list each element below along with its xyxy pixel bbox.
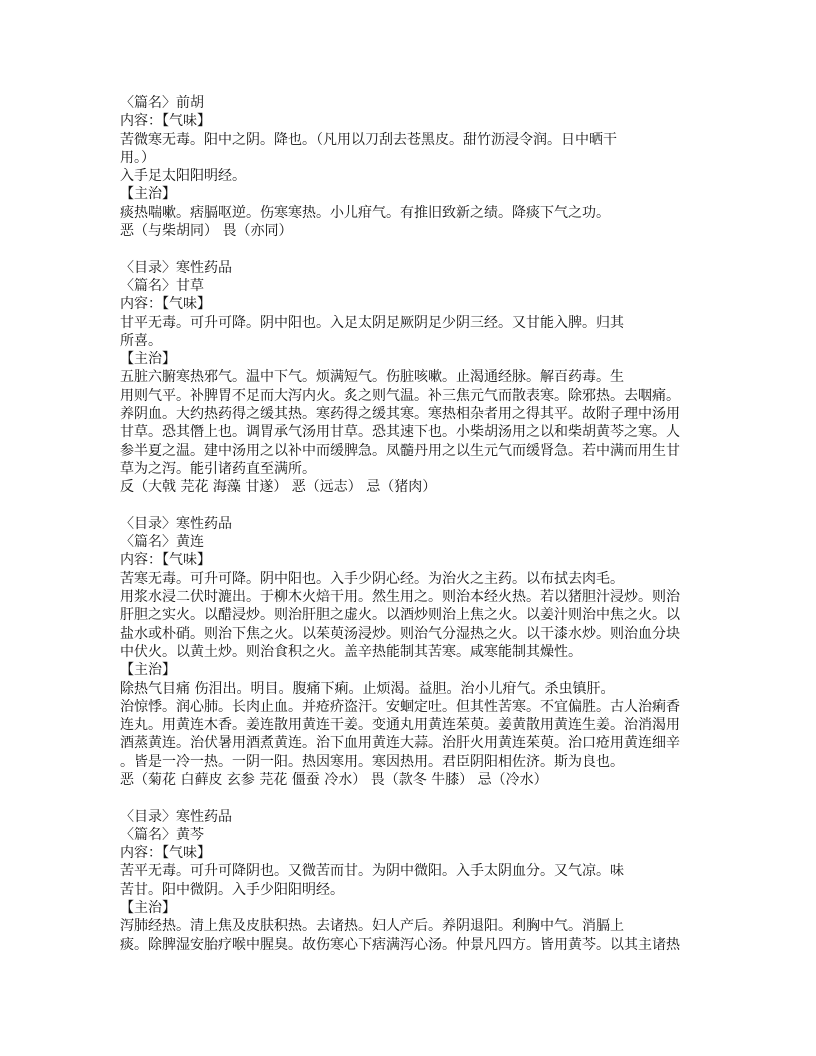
text-line: 苦平无毒。可升可降阴也。又微苦而甘。为阴中微阳。入手太阴血分。又气凉。味 (120, 863, 624, 880)
section-spacer (120, 789, 680, 807)
text-line: 所喜。 (120, 332, 162, 349)
text-line: 反（大戟 芫花 海藻 甘遂） 恶（远志） 忌（猪肉） (120, 479, 437, 496)
text-line: 【主治】 (120, 900, 176, 917)
text-line: 〈目录〉寒性药品 (120, 808, 232, 825)
text-line: 甘草。恐其僭上也。调胃承气汤用甘草。恐其速下也。小柴胡汤用之以和柴胡黄芩之寒。人 (120, 424, 680, 441)
text-line: 内容：【气味】 (120, 296, 211, 313)
text-line: 泻肺经热。清上焦及皮肤积热。去诸热。妇人产后。养阴退阳。利胸中气。消膈上 (120, 918, 624, 935)
text-line: 。皆是一冷一热。一阴一阳。热因寒用。寒因热用。君臣阴阳相佐济。斯为良也。 (120, 753, 624, 770)
text-line: 苦甘。阳中微阴。入手少阳阳明经。 (120, 881, 344, 898)
text-line: 痰热喘嗽。痞膈呕逆。伤寒寒热。小儿疳气。有推旧致新之绩。降痰下气之功。 (120, 204, 610, 221)
text-line: 用浆水浸二伏时漉出。于柳木火焙干用。然生用之。则治本经火热。若以猪胆汁浸炒。则治 (120, 589, 680, 606)
text-line: 苦寒无毒。可升可降。阴中阳也。入手少阴心经。为治火之主药。以布拭去肉毛。 (120, 570, 624, 587)
text-line: 五脏六腑寒热邪气。温中下气。烦满短气。伤脏咳嗽。止渴通经脉。解百药毒。生 (120, 369, 624, 386)
text-line: 恶（菊花 白藓皮 玄参 芫花 僵蚕 冷水） 畏（款冬 牛膝） 忌（冷水） (120, 771, 548, 788)
text-line: 草为之泻。能引诸药直至满所。 (120, 460, 316, 477)
text-line: 【主治】 (120, 186, 176, 203)
herb-entry (120, 94, 680, 240)
text-line: 中伏火。以黄土炒。则治食积之火。盖辛热能制其苦寒。咸寒能制其燥性。 (120, 643, 582, 660)
text-line: 痰。除脾湿安胎疗喉中腥臭。故伤寒心下痞满泻心汤。仲景凡四方。皆用黄芩。以其主诸热 (120, 936, 680, 953)
text-line: 养阴血。大约热药得之缓其热。寒药得之缓其寒。寒热相杂者用之得其平。故附子理中汤用 (120, 406, 680, 423)
text-line: 〈篇名〉前胡 (120, 95, 204, 111)
text-line: 盐水或朴硝。则治下焦之火。以茱萸汤浸炒。则治气分湿热之火。以干漆水炒。则治血分块 (120, 625, 680, 642)
text-line: 【主治】 (120, 351, 176, 368)
text-line: 肝胆之实火。以醋浸炒。则治肝胆之虚火。以酒炒则治上焦之火。以姜汁则治中焦之火。以 (120, 607, 680, 624)
text-line: 治惊悸。润心肺。长肉止血。并疮疥盗汗。安蛔定吐。但其性苦寒。不宜偏胜。古人治痢香 (120, 698, 680, 715)
text-line: 〈篇名〉黄连 (120, 534, 204, 551)
text-line: 内容：【气味】 (120, 113, 211, 130)
text-line: 入手足太阳阳明经。 (120, 168, 246, 185)
text-line: 内容：【气味】 (120, 845, 211, 862)
text-line: 〈篇名〉黄芩 (120, 826, 204, 843)
text-line: 除热气目痛 伤泪出。明目。腹痛下痢。止烦渴。益胆。治小儿疳气。杀虫镇肝。 (120, 680, 615, 697)
section-spacer (120, 497, 680, 515)
text-line: 用则气平。补脾胃不足而大泻内火。炙之则气温。补三焦元气而散表寒。除邪热。去咽痛。 (120, 387, 680, 404)
text-line: 甘平无毒。可升可降。阴中阳也。入足太阴足厥阴足少阴三经。又甘能入脾。归其 (120, 314, 624, 331)
text-line: 连丸。用黄连木香。姜连散用黄连干姜。变通丸用黄连茱萸。姜黄散用黄连生姜。治消渴用 (120, 717, 680, 734)
section-spacer (120, 240, 680, 258)
herb-entry (120, 515, 680, 789)
document-body (120, 94, 680, 954)
herb-entry (120, 808, 680, 954)
text-line: 〈目录〉寒性药品 (120, 515, 232, 532)
text-line: 内容：【气味】 (120, 552, 211, 569)
text-line: 苦微寒无毒。阳中之阴。降也。（凡用以刀刮去苍黑皮。甜竹沥浸令润。日中晒干 (120, 131, 617, 148)
herb-entry (120, 259, 680, 497)
text-line: 恶（与柴胡同） 畏（亦同） (120, 223, 293, 240)
text-line: 用。） (120, 149, 155, 166)
text-line: 酒蒸黄连。治伏暑用酒煮黄连。治下血用黄连大蒜。治肝火用黄连茱萸。治口疮用黄连细辛 (120, 735, 680, 752)
text-line: 参半夏之温。建中汤用之以补中而缓脾急。凤髓丹用之以生元气而缓肾急。若中满而用生甘 (120, 442, 680, 459)
text-line: 〈篇名〉甘草 (120, 277, 204, 294)
text-line: 〈目录〉寒性药品 (120, 259, 232, 276)
text-line: 【主治】 (120, 662, 176, 679)
